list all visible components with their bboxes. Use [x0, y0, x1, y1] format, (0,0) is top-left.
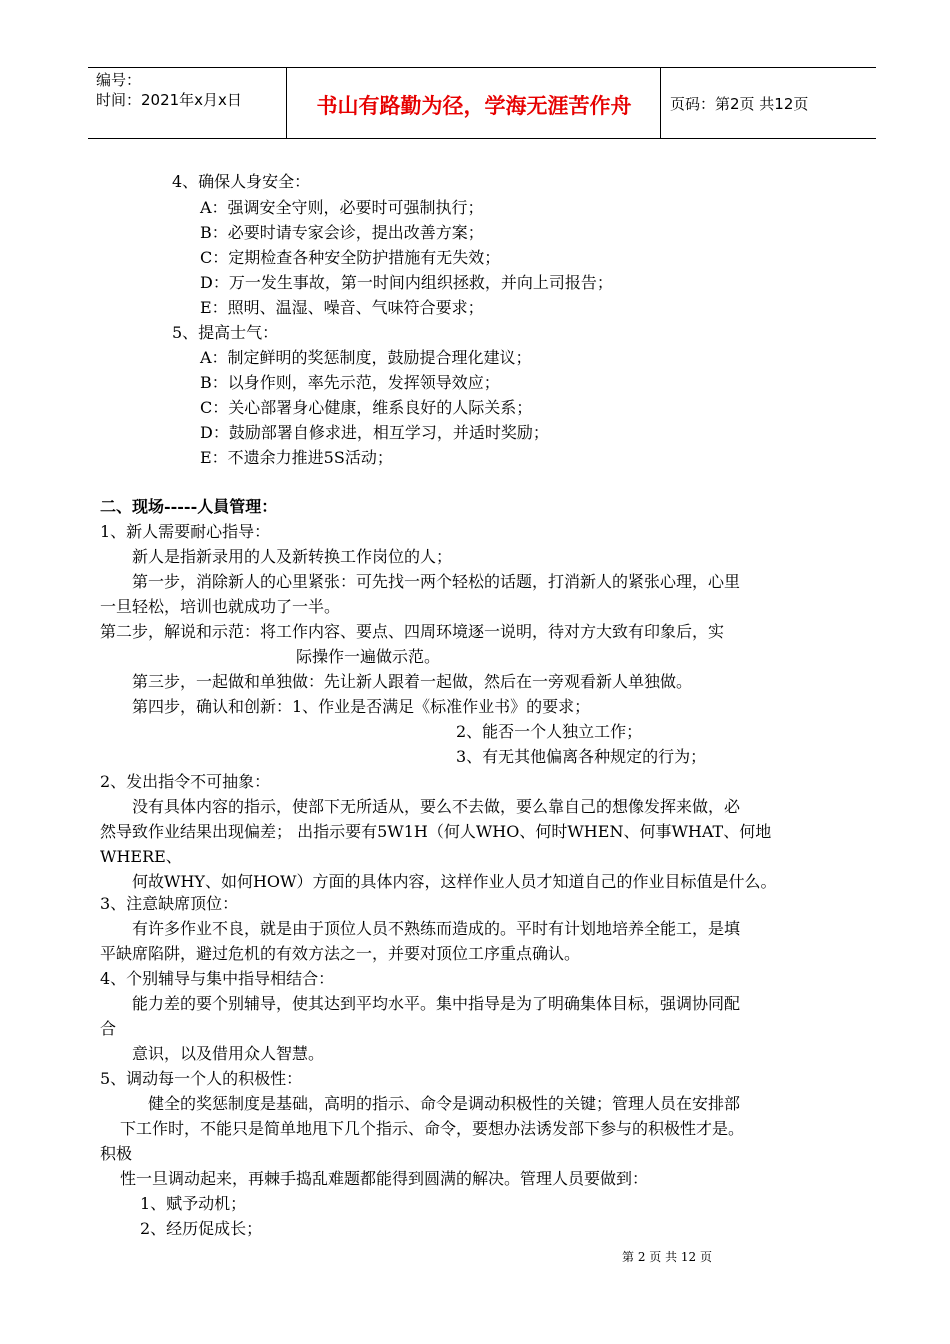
list-item: A：制定鲜明的奖惩制度，鼓励提合理化建议；: [200, 348, 532, 367]
page-footer: 第 2 页 共 12 页: [622, 1250, 712, 1264]
chapter-title: 二、现场-----人員管理：: [100, 497, 278, 516]
section-heading: 4、确保人身安全：: [172, 172, 311, 191]
paragraph-line: 意识，以及借用众人智慧。: [132, 1044, 325, 1063]
paragraph-line: 能力差的要个别辅导，使其达到平均水平。集中指导是为了明确集体目标，强调协同配: [132, 994, 741, 1013]
section-heading: 5、调动每一个人的积极性：: [100, 1069, 303, 1088]
paragraph-line: 没有具体内容的指示，使部下无所适从，要么不去做，要么靠自己的想像发挥来做，必: [132, 797, 741, 816]
paragraph-line: 一旦轻松，培训也就成功了一半。: [100, 597, 341, 616]
paragraph-line: 何故WHY、如何HOW）方面的具体内容，这样作业人员才知道自己的作业目标值是什么。: [132, 872, 777, 891]
list-item: A：强调安全守则，必要时可强制执行；: [200, 198, 484, 217]
serial-label: 编号：: [96, 71, 142, 89]
paragraph-line: 际操作一遍做示范。: [296, 647, 441, 666]
paragraph-line: 然导致作业结果出现偏差； 出指示要有5W1H（何人WHO、何时WHEN、何事WHAT、何地: [100, 822, 772, 841]
section-heading: 1、新人需要耐心指导：: [100, 522, 271, 541]
list-item: C：定期检查各种安全防护措施有无失效；: [200, 248, 501, 267]
list-item: C：关心部署身心健康，维系良好的人际关系；: [200, 398, 533, 417]
paragraph-line: 2、能否一个人独立工作；: [456, 722, 643, 741]
paragraph-line: 积极: [100, 1144, 133, 1163]
list-item: D：万一发生事故，第一时间内组织拯救，并向上司报告；: [200, 273, 613, 292]
paragraph-line: 3、有无其他偏离各种规定的行为；: [456, 747, 707, 766]
paragraph-line: 健全的奖惩制度是基础，高明的指示、命令是调动积极性的关键；管理人员在安排部: [148, 1094, 741, 1113]
paragraph-line: 第四步，确认和创新：1、作业是否满足《标准作业书》的要求；: [132, 697, 591, 716]
header-divider: [286, 68, 287, 138]
paragraph-line: 平缺席陷阱，避过危机的有效方法之一，并要对顶位工序重点确认。: [100, 944, 581, 963]
header-divider: [660, 68, 661, 138]
list-item: E：不遗余力推进5S活动；: [200, 448, 393, 467]
section-heading: 5、提高士气：: [172, 323, 279, 342]
list-item: B：以身作则，率先示范，发挥领导效应；: [200, 373, 500, 392]
list-item: 1、赋予动机；: [140, 1194, 247, 1213]
time-label: 时间：2021年x月x日: [96, 91, 242, 109]
section-heading: 2、发出指令不可抽象：: [100, 772, 271, 791]
list-item: D：鼓励部署自修求进，相互学习，并适时奖励；: [200, 423, 549, 442]
paragraph-line: 性一旦调动起来，再棘手捣乱难题都能得到圆满的解决。管理人员要做到：: [120, 1169, 649, 1188]
list-item: E：照明、温湿、噪音、气味符合要求；: [200, 298, 484, 317]
header-page-info: 页码：第2页 共12页: [670, 95, 809, 113]
paragraph-line: 第一步，消除新人的心里紧张：可先找一两个轻松的话题，打消新人的紧张心理，心里: [132, 572, 741, 591]
header-meta: [96, 70, 242, 110]
list-item: 2、经历促成长；: [140, 1219, 263, 1238]
section-heading: 3、注意缺席顶位：: [100, 894, 239, 913]
section-heading: 4、个别辅导与集中指导相结合：: [100, 969, 335, 988]
paragraph-line: 第二步，解说和示范：将工作内容、要点、四周环境逐一说明，待对方大致有印象后，实: [100, 622, 725, 641]
paragraph-line: 有许多作业不良，就是由于顶位人员不熟练而造成的。平时有计划地培养全能工，是填: [132, 919, 741, 938]
paragraph-line: WHERE、: [100, 847, 182, 866]
header-motto: 书山有路勤为径，学海无涯苦作舟: [316, 94, 632, 118]
list-item: B：必要时请专家会诊，提出改善方案；: [200, 223, 484, 242]
paragraph-line: 合: [100, 1019, 117, 1038]
paragraph-line: 下工作时，不能只是简单地甩下几个指示、命令，要想办法诱发部下参与的积极性才是。: [120, 1119, 745, 1138]
page-header: [88, 67, 876, 139]
paragraph-line: 第三步，一起做和单独做：先让新人跟着一起做，然后在一旁观看新人单独做。: [132, 672, 693, 691]
paragraph-line: 新人是指新录用的人及新转换工作岗位的人；: [132, 547, 453, 566]
